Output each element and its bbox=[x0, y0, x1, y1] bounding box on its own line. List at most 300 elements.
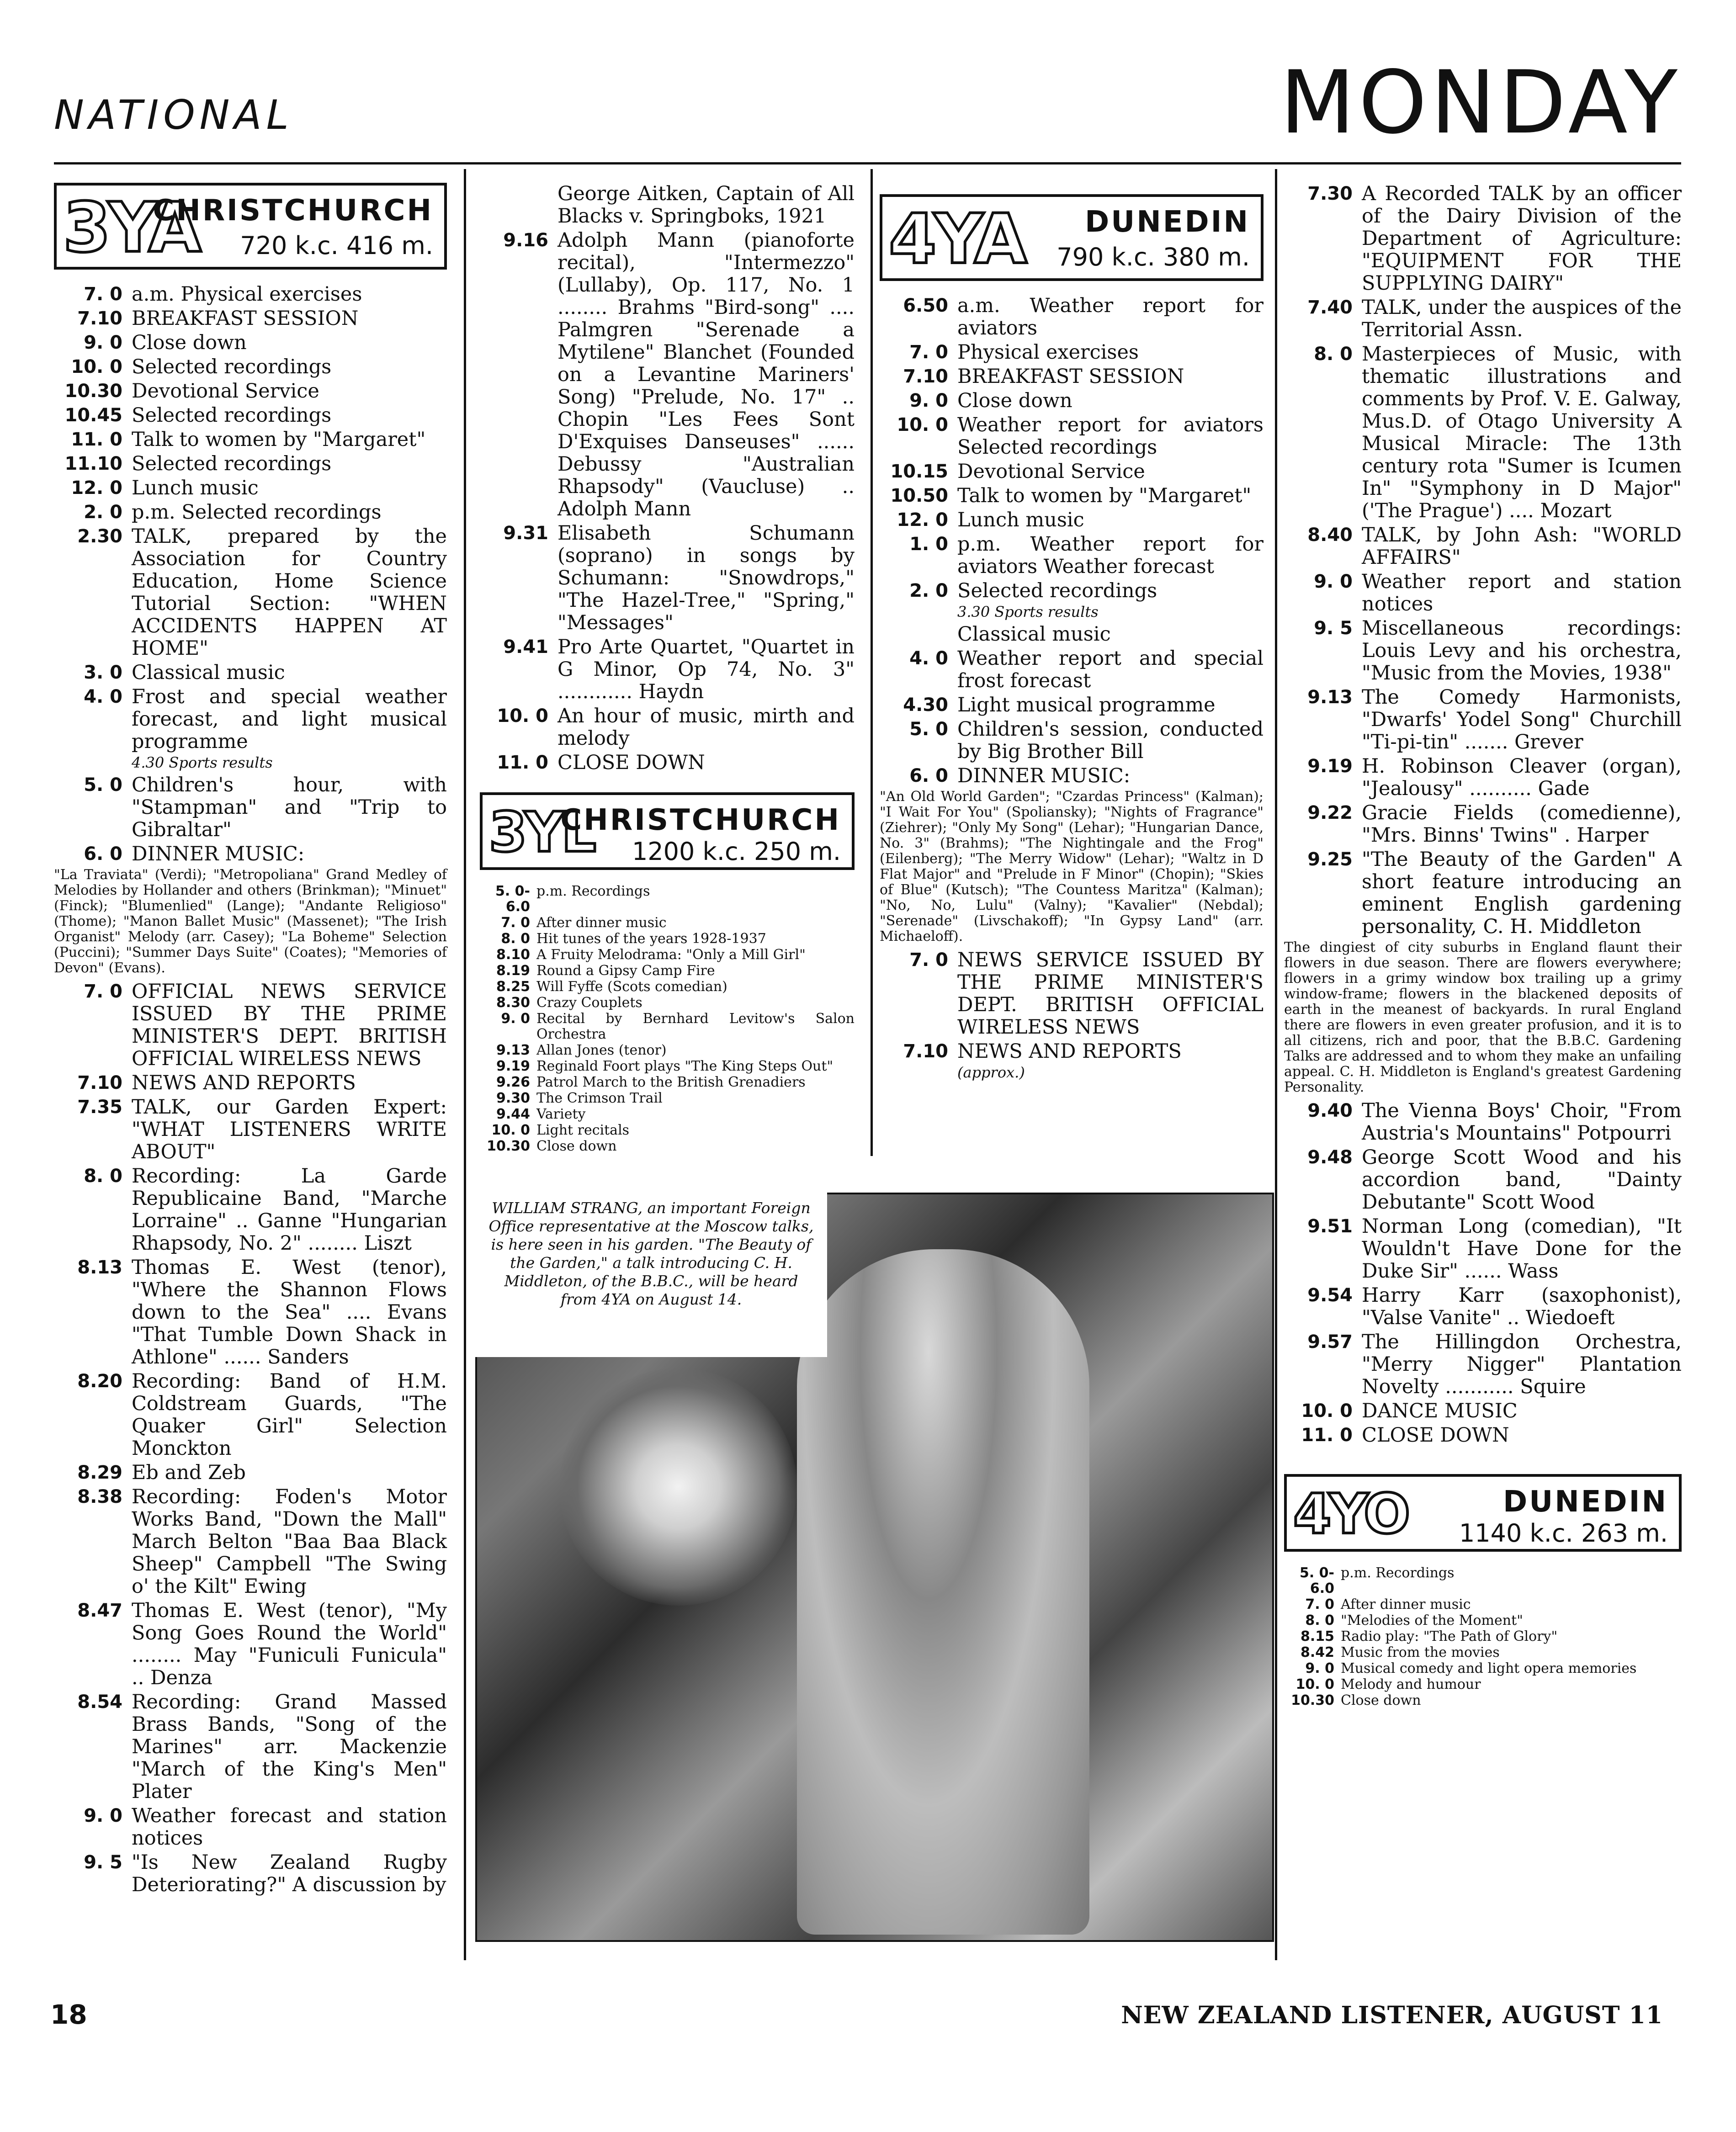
programme-description: Selected recordings bbox=[132, 355, 332, 378]
programme-description: CLOSE DOWN bbox=[557, 751, 705, 774]
programme-time: 9.16 bbox=[503, 230, 548, 251]
programme-item bbox=[54, 774, 447, 841]
programme-time: 10.30 bbox=[487, 1138, 530, 1154]
programme-description: Light musical programme bbox=[957, 694, 1216, 716]
programme-item bbox=[1284, 1331, 1682, 1398]
programme-item bbox=[54, 1462, 447, 1484]
programme-item bbox=[1284, 1284, 1682, 1329]
programme-item bbox=[54, 380, 447, 403]
programme-description: Close down bbox=[132, 331, 247, 354]
column-2 bbox=[480, 183, 855, 1155]
programme-description: Radio play: "The Path of Glory" bbox=[1341, 1628, 1558, 1644]
programme-item bbox=[1284, 1661, 1682, 1676]
programme-description: Norman Long (comedian), "It Wouldn't Have Done for the Duke Sir" ...... Wass bbox=[1362, 1215, 1682, 1283]
day-heading: MONDAY bbox=[1280, 52, 1681, 153]
programme-time: 6. 0 bbox=[909, 765, 948, 786]
programme-time: 5. 0 bbox=[84, 774, 122, 796]
programme-item bbox=[1284, 802, 1682, 847]
programme-time: 8. 0 bbox=[84, 1166, 122, 1187]
programme-time: 2. 0 bbox=[84, 502, 122, 523]
programme-item bbox=[1284, 524, 1682, 569]
programme-item bbox=[480, 1123, 855, 1138]
programme-description: DINNER MUSIC: bbox=[957, 764, 1131, 787]
programme-time: 8.40 bbox=[1307, 525, 1353, 546]
programme-subnote: (approx.) bbox=[957, 1064, 1025, 1081]
programme-time: 8.54 bbox=[77, 1692, 122, 1713]
programme-item bbox=[54, 1096, 447, 1163]
programme-time: 7. 0 bbox=[501, 915, 530, 931]
programme-description: George Scott Wood and his accordion band, "Dainty Debutante" Scott Wood bbox=[1362, 1146, 1682, 1214]
programme-item bbox=[54, 1691, 447, 1803]
programme-time: 9.30 bbox=[496, 1090, 530, 1106]
programme-description: Weather report and special frost forecast bbox=[957, 647, 1264, 692]
programme-description: The Crimson Trail bbox=[536, 1090, 663, 1106]
programme-time: 12. 0 bbox=[897, 509, 948, 530]
programme-description: Weather forecast and station notices bbox=[132, 1804, 447, 1850]
programme-time: 7. 0 bbox=[1305, 1596, 1334, 1612]
programme-item bbox=[880, 623, 1264, 646]
programme-description: p.m. Selected recordings bbox=[132, 501, 382, 524]
programme-time: 9. 5 bbox=[84, 1852, 122, 1873]
programme-time: 9. 0 bbox=[909, 390, 948, 411]
programme-description: OFFICIAL NEWS SERVICE ISSUED BY THE PRIME MINISTER'S DEPT. BRITISH OFFICIAL WIRELESS NEWS bbox=[132, 980, 447, 1070]
programme-time: 4.30 bbox=[903, 695, 948, 716]
station-logo: 3YL bbox=[489, 801, 594, 864]
programme-time: 9.44 bbox=[496, 1106, 530, 1122]
programme-time: 8. 0 bbox=[501, 931, 530, 947]
programme-item bbox=[1284, 571, 1682, 615]
programme-time: 1. 0 bbox=[909, 534, 948, 555]
programme-time: 9.13 bbox=[1307, 687, 1353, 708]
programme-item bbox=[480, 1107, 855, 1122]
programme-time: 7.35 bbox=[77, 1097, 122, 1118]
programme-item bbox=[480, 636, 855, 703]
programme-description: Classical music bbox=[132, 661, 285, 684]
column-4ya bbox=[880, 194, 1264, 1084]
programme-time: 9.51 bbox=[1307, 1216, 1353, 1237]
programme-item bbox=[54, 501, 447, 524]
programme-item bbox=[480, 705, 855, 750]
programme-item bbox=[1284, 343, 1682, 522]
station-frequency: 790 k.c. 380 m. bbox=[1056, 243, 1250, 271]
programme-time: 4. 0 bbox=[84, 686, 122, 707]
column-divider bbox=[1275, 169, 1277, 1960]
programme-description: Reginald Foort plays "The King Steps Out" bbox=[536, 1058, 833, 1074]
programme-time: 9.41 bbox=[503, 636, 548, 658]
programme-description: Close down bbox=[957, 389, 1072, 412]
programme-item bbox=[880, 366, 1264, 388]
programme-note: "La Traviata" (Verdi); "Metropoliana" Grand Medley of Melodies by Hollander and others (Brinkman); "Minuet" (Finck); "Blumenlied" (Lange); "Andante Religioso" (Thome); "Manon Ballet Music" (Massenet); "The Irish Organist" Melody (arr. Casey); "La Boheme" Selection (Puccini); "Summer Days Suite" (Coates); "Memories of Devon" (Evans). bbox=[54, 867, 447, 976]
programme-item bbox=[54, 843, 447, 865]
programme-description: Weather report and station notices bbox=[1362, 570, 1682, 615]
programme-item bbox=[1284, 297, 1682, 341]
programme-description: Miscellaneous recordings: Louis Levy and his orchestra, "Music from the Movies, 1938" bbox=[1362, 617, 1682, 684]
programme-item bbox=[54, 1805, 447, 1850]
programme-time: 8.38 bbox=[77, 1486, 122, 1507]
programme-description: Melody and humour bbox=[1341, 1676, 1481, 1692]
programme-item bbox=[880, 509, 1264, 531]
programme-item bbox=[54, 1486, 447, 1598]
programme-description: "Is New Zealand Rugby Deteriorating?" A discussion by bbox=[132, 1851, 447, 1896]
programme-time: 7.30 bbox=[1307, 183, 1353, 204]
programme-time: 8.13 bbox=[77, 1257, 122, 1278]
programme-time: 9.48 bbox=[1307, 1147, 1353, 1168]
programme-description: Lunch music bbox=[957, 509, 1084, 531]
programme-subnote: 4.30 Sports results bbox=[132, 754, 273, 771]
programme-description: Crazy Couplets bbox=[536, 995, 642, 1011]
station-city: CHRISTCHURCH bbox=[153, 194, 433, 228]
column-divider bbox=[871, 169, 873, 1156]
programme-description: p.m. Recordings bbox=[1341, 1565, 1455, 1581]
programme-time: 2. 0 bbox=[909, 580, 948, 601]
programme-item bbox=[54, 1600, 447, 1689]
programme-time: 10. 0 bbox=[1301, 1400, 1353, 1421]
programme-description: Close down bbox=[536, 1138, 617, 1154]
programme-item bbox=[480, 1075, 855, 1090]
station-frequency: 720 k.c. 416 m. bbox=[240, 231, 433, 260]
station-logo: 4YO bbox=[1293, 1483, 1408, 1546]
programme-description: Talk to women by "Margaret" bbox=[132, 428, 426, 451]
programme-description: Eb and Zeb bbox=[132, 1461, 246, 1484]
photo-flowers bbox=[559, 1368, 797, 1606]
programme-time: 3. 0 bbox=[84, 662, 122, 683]
programme-list-4ya-continued bbox=[1284, 183, 1682, 1447]
programme-item bbox=[480, 752, 855, 774]
programme-time: 7.10 bbox=[903, 1041, 948, 1062]
programme-description: Thomas E. West (tenor), "My Song Goes Round the World" ........ May "Funiculi Funicula" .. Denza bbox=[132, 1599, 447, 1689]
programme-item bbox=[880, 694, 1264, 716]
programme-description: Frost and special weather forecast, and light musical programme bbox=[132, 685, 447, 753]
programme-item bbox=[880, 580, 1264, 602]
programme-item bbox=[880, 765, 1264, 787]
programme-time: 12. 0 bbox=[71, 477, 122, 499]
programme-description: p.m. Weather report for aviators Weather forecast bbox=[957, 533, 1264, 578]
programme-item bbox=[880, 718, 1264, 763]
programme-time: 9.25 bbox=[1307, 849, 1353, 870]
programme-time: 8. 0 bbox=[1305, 1612, 1334, 1628]
programme-time: 11. 0 bbox=[71, 429, 122, 450]
programme-description: A Fruity Melodrama: "Only a Mill Girl" bbox=[536, 947, 806, 963]
programme-time: 11. 0 bbox=[1301, 1425, 1353, 1446]
programme-time: 8.29 bbox=[77, 1462, 122, 1483]
programme-item bbox=[480, 931, 855, 947]
programme-time: 9.57 bbox=[1307, 1331, 1353, 1352]
programme-time: 6.50 bbox=[903, 295, 948, 316]
programme-description: Weather report for aviators Selected recordings bbox=[957, 414, 1264, 459]
programme-description: The Comedy Harmonists, "Dwarfs' Yodel Song" Churchill "Ti-pi-tin" ....... Grever bbox=[1362, 686, 1682, 753]
programme-time: 9. 0 bbox=[84, 1805, 122, 1826]
programme-item bbox=[880, 390, 1264, 412]
programme-item bbox=[880, 341, 1264, 364]
programme-description: Devotional Service bbox=[957, 460, 1145, 483]
programme-description: Talk to women by "Margaret" bbox=[957, 484, 1252, 507]
programme-item bbox=[1284, 849, 1682, 938]
programme-description: CLOSE DOWN bbox=[1362, 1424, 1509, 1447]
programme-time: 10. 0 bbox=[897, 414, 948, 435]
programme-description: The Hillingdon Orchestra, "Merry Nigger" Plantation Novelty ........... Squire bbox=[1362, 1331, 1682, 1398]
programme-time bbox=[880, 623, 957, 646]
programme-time: 9.13 bbox=[496, 1042, 530, 1058]
programme-subnote: 3.30 Sports results bbox=[957, 603, 1099, 621]
programme-item bbox=[54, 1072, 447, 1094]
programme-description: Round a Gipsy Camp Fire bbox=[536, 963, 715, 979]
programme-description: Close down bbox=[1341, 1692, 1421, 1708]
programme-item bbox=[880, 949, 1264, 1039]
programme-item bbox=[1284, 1645, 1682, 1660]
programme-time: 10.30 bbox=[64, 381, 122, 402]
programme-item bbox=[480, 1059, 855, 1074]
station-frequency: 1200 k.c. 250 m. bbox=[632, 837, 841, 866]
programme-item bbox=[54, 1370, 447, 1460]
programme-description: Recording: La Garde Republicaine Band, "Marche Lorraine" .. Ganne "Hungarian Rhapsody, No. 2" ........ Liszt bbox=[132, 1165, 447, 1255]
programme-description: After dinner music bbox=[536, 915, 667, 931]
programme-description: Musical comedy and light opera memories bbox=[1341, 1660, 1637, 1676]
column-divider bbox=[464, 169, 466, 1960]
programme-time bbox=[480, 183, 557, 228]
header-rule bbox=[54, 162, 1681, 164]
programme-time: 9. 5 bbox=[1314, 618, 1353, 639]
programme-description: Children's session, conducted by Big Brother Bill bbox=[957, 718, 1264, 763]
footer-masthead: NEW ZEALAND LISTENER, AUGUST 11 bbox=[1121, 2001, 1663, 2029]
programme-item bbox=[1284, 686, 1682, 753]
programme-item bbox=[1284, 1146, 1682, 1214]
programme-item bbox=[54, 1257, 447, 1368]
programme-description: Lunch music bbox=[132, 477, 259, 499]
programme-time: 5. 0 bbox=[909, 719, 948, 740]
programme-time: 9. 0 bbox=[1305, 1660, 1334, 1676]
programme-note: "An Old World Garden"; "Czardas Princess" (Kalman); "I Wait For You" (Spoliansky); "Nights of Fragrance" (Ziehrer); "Only My Song" (Lehar); "Hungarian Dance, No. 3" (Brahms); "The Nightingale and the Frog" (Eilenberg); "The Merry Widow" (Lehar); "Waltz in D Flat Major" and "Prelude in F Minor" (Chopin); "Skies of Blue" (Kutsch); "The Countess Maritza" (Kalman); "No, No, Lulu" (Valny); "Kavalier" (Nebdal); "Serenade" (Livschakoff); "In Gypsy Land" (arr. Michaeloff). bbox=[880, 789, 1264, 944]
programme-time: 6. 0 bbox=[84, 843, 122, 864]
programme-item bbox=[880, 1040, 1264, 1063]
programme-item bbox=[1284, 1100, 1682, 1145]
programme-item bbox=[480, 183, 855, 228]
column-4 bbox=[1284, 183, 1682, 1709]
programme-description: Selected recordings bbox=[132, 404, 332, 427]
programme-item bbox=[480, 1011, 855, 1042]
programme-description: Patrol March to the British Grenadiers bbox=[536, 1074, 806, 1090]
programme-description: DINNER MUSIC: bbox=[132, 843, 305, 865]
programme-time: 7.10 bbox=[77, 1072, 122, 1093]
programme-item bbox=[54, 525, 447, 660]
programme-description: Gracie Fields (comedienne), "Mrs. Binns' Twins" . Harper bbox=[1362, 801, 1682, 847]
programme-description: NEWS SERVICE ISSUED BY THE PRIME MINISTER'S DEPT. BRITISH OFFICIAL WIRELESS NEWS bbox=[957, 949, 1264, 1039]
programme-description: Elisabeth Schumann (soprano) in songs by Schumann: "Snowdrops," "The Hazel-Tree," "Spring," "Messages" bbox=[557, 522, 855, 634]
programme-note: The dingiest of city suburbs in England flaunt their flowers in due season. There are flowers everywhere; flowers in a grimy window box trailing up a grimy window-frame; flowers in the blackened deposits of earth in the meanest of backyards. In rural England there are flowers in even greater profusion, and it is to all citizens, rich and poor, that the B.B.C. Gardening Talks are addressed and to whom they make an unfailing appeal. C. H. Middleton is England's greatest Gardening Personality. bbox=[1284, 939, 1682, 1095]
programme-item bbox=[880, 533, 1264, 578]
programme-description: George Aitken, Captain of All Blacks v. Springboks, 1921 bbox=[557, 182, 855, 228]
programme-time: 9.19 bbox=[1307, 756, 1353, 777]
programme-description: "Melodies of the Moment" bbox=[1341, 1612, 1523, 1628]
programme-item bbox=[480, 947, 855, 963]
programme-description: Music from the movies bbox=[1341, 1644, 1500, 1660]
photo-caption: WILLIAM STRANG, an important Foreign Office representative at the Moscow talks, is here seen in his garden. "The Beauty of the Garden," a talk introducing C. H. Middleton, of the B.B.C., will be heard from 4YA on August 14. bbox=[475, 1193, 827, 1357]
programme-description: Recital by Bernhard Levitow's Salon Orchestra bbox=[536, 1011, 855, 1042]
programme-time: 9. 0 bbox=[1314, 571, 1353, 592]
programme-item bbox=[480, 1091, 855, 1106]
page-number: 18 bbox=[50, 1999, 87, 2030]
programme-time: 8.20 bbox=[77, 1371, 122, 1392]
programme-item bbox=[54, 308, 447, 330]
programme-item bbox=[54, 356, 447, 378]
programme-item bbox=[480, 522, 855, 634]
programme-list-3yl bbox=[480, 884, 855, 1154]
station-city: DUNEDIN bbox=[1503, 1485, 1668, 1519]
programme-description: Masterpieces of Music, with thematic illustrations and comments by Prof. V. E. Galway, Mus.D. of Otago University A Musical Miracle: The 13th century rota "Sumer is Icumen In" "Symphony in D Major" ('The Prague') .... Mozart bbox=[1362, 343, 1682, 522]
programme-time: 10.30 bbox=[1291, 1692, 1334, 1708]
programme-description: Physical exercises bbox=[957, 341, 1139, 364]
programme-item bbox=[480, 1043, 855, 1058]
programme-description: Children's hour, with "Stampman" and "Trip to Gibraltar" bbox=[132, 774, 447, 841]
programme-list-continued bbox=[480, 183, 855, 774]
programme-description: NEWS AND REPORTS bbox=[132, 1071, 356, 1094]
programme-time: 10. 0 bbox=[71, 356, 122, 377]
programme-time: 10. 0 bbox=[497, 705, 548, 727]
programme-description: NEWS AND REPORTS bbox=[957, 1040, 1182, 1063]
programme-description: Hit tunes of the years 1928-1937 bbox=[536, 931, 766, 947]
programme-description: a.m. Physical exercises bbox=[132, 283, 362, 306]
programme-item bbox=[54, 662, 447, 684]
programme-item bbox=[54, 1851, 447, 1896]
programme-description: p.m. Recordings bbox=[536, 883, 650, 899]
programme-item bbox=[1284, 1400, 1682, 1422]
programme-item bbox=[880, 647, 1264, 692]
programme-description: a.m. Weather report for aviators bbox=[957, 294, 1264, 339]
programme-item bbox=[54, 686, 447, 753]
programme-time: 10.15 bbox=[890, 461, 948, 482]
programme-item bbox=[1284, 1677, 1682, 1692]
programme-description: Recording: Grand Massed Brass Bands, "Song of the Marines" arr. Mackenzie "March of the King's Men" Plater bbox=[132, 1691, 447, 1803]
programme-description: Pro Arte Quartet, "Quartet in G Minor, Op 74, No. 3" ............ Haydn bbox=[557, 636, 855, 703]
programme-time: 11. 0 bbox=[497, 752, 548, 773]
programme-time: 7. 0 bbox=[84, 284, 122, 305]
programme-time: 5. 0-6.0 bbox=[495, 883, 530, 915]
programme-item bbox=[480, 1139, 855, 1154]
programme-time: 10.50 bbox=[890, 485, 948, 506]
programme-description: Selected recordings bbox=[957, 579, 1157, 602]
station-box-3ya bbox=[54, 183, 447, 270]
programme-description: Light recitals bbox=[536, 1122, 630, 1138]
programme-list-4ya bbox=[880, 295, 1264, 1080]
programme-description: DANCE MUSIC bbox=[1362, 1400, 1518, 1422]
station-logo: 4YA bbox=[889, 200, 1025, 279]
programme-item bbox=[54, 453, 447, 475]
programme-time: 9.22 bbox=[1307, 802, 1353, 823]
programme-item bbox=[480, 979, 855, 995]
programme-list-4yo bbox=[1284, 1565, 1682, 1708]
programme-time: 4. 0 bbox=[909, 648, 948, 669]
station-city: CHRISTCHURCH bbox=[560, 803, 841, 837]
programme-time: 8.25 bbox=[496, 979, 530, 995]
programme-time: 10. 0 bbox=[491, 1122, 530, 1138]
programme-item bbox=[1284, 1424, 1682, 1447]
station-box-4yo bbox=[1284, 1474, 1682, 1552]
programme-description: TALK, by John Ash: "WORLD AFFAIRS" bbox=[1362, 524, 1682, 569]
programme-item bbox=[1284, 617, 1682, 684]
programme-item bbox=[54, 283, 447, 306]
programme-description: A Recorded TALK by an officer of the Dairy Division of the Department of Agriculture: "EQUIPMENT FOR THE SUPPLYING DAIRY" bbox=[1362, 182, 1682, 295]
programme-item bbox=[1284, 755, 1682, 800]
programme-time: 7. 0 bbox=[909, 949, 948, 971]
programme-time: 8.19 bbox=[496, 963, 530, 979]
programme-item bbox=[54, 1165, 447, 1255]
programme-description: Allan Jones (tenor) bbox=[536, 1042, 667, 1058]
programme-description: Thomas E. West (tenor), "Where the Shannon Flows down to the Sea" .... Evans "That Tumble Down Shack in Athlone" ...... Sanders bbox=[132, 1256, 447, 1368]
programme-time: 9.19 bbox=[496, 1058, 530, 1074]
programme-description: Variety bbox=[536, 1106, 586, 1122]
programme-time: 11.10 bbox=[64, 453, 122, 474]
programme-time: 7. 0 bbox=[84, 981, 122, 1002]
programme-description: The Vienna Boys' Choir, "From Austria's Mountains" Potpourri bbox=[1362, 1099, 1682, 1145]
station-logo: 3YA bbox=[63, 188, 199, 268]
programme-description: BREAKFAST SESSION bbox=[132, 307, 359, 330]
programme-item bbox=[1284, 1597, 1682, 1612]
programme-item bbox=[54, 477, 447, 499]
programme-time: 10. 0 bbox=[1295, 1676, 1334, 1692]
programme-item bbox=[880, 414, 1264, 459]
programme-time: 7.10 bbox=[77, 308, 122, 329]
programme-item bbox=[880, 295, 1264, 339]
programme-description: After dinner music bbox=[1341, 1596, 1471, 1612]
programme-time: 7. 0 bbox=[909, 342, 948, 363]
programme-description: TALK, under the auspices of the Territorial Assn. bbox=[1362, 296, 1682, 341]
programme-item bbox=[880, 461, 1264, 483]
programme-time: 9.26 bbox=[496, 1074, 530, 1090]
programme-item bbox=[1284, 1215, 1682, 1283]
programme-time: 10.45 bbox=[64, 405, 122, 426]
programme-description: Devotional Service bbox=[132, 380, 319, 403]
programme-description: TALK, prepared by the Association for Country Education, Home Science Tutorial Section: "WHEN ACCIDENTS HAPPEN AT HOME" bbox=[132, 525, 447, 660]
programme-item bbox=[480, 995, 855, 1011]
programme-description: H. Robinson Cleaver (organ), "Jealousy" .......... Gade bbox=[1362, 755, 1682, 800]
station-box-3yl bbox=[480, 792, 855, 870]
photo-figure bbox=[797, 1249, 1089, 1935]
programme-item bbox=[1284, 1565, 1682, 1596]
programme-time: 8.42 bbox=[1300, 1644, 1334, 1660]
programme-time: 9.54 bbox=[1307, 1285, 1353, 1306]
programme-time: 7.40 bbox=[1307, 297, 1353, 318]
programme-description: Recording: Band of H.M. Coldstream Guards, "The Quaker Girl" Selection Monckton bbox=[132, 1370, 447, 1460]
programme-item bbox=[1284, 1693, 1682, 1708]
programme-item bbox=[1284, 1613, 1682, 1628]
programme-time: 9. 0 bbox=[501, 1011, 530, 1027]
programme-description: Harry Karr (saxophonist), "Valse Vanite" .. Wiedoeft bbox=[1362, 1284, 1682, 1329]
programme-item bbox=[54, 404, 447, 427]
programme-description: Classical music bbox=[957, 623, 1111, 646]
programme-item bbox=[480, 884, 855, 915]
programme-item bbox=[54, 429, 447, 451]
programme-item bbox=[480, 229, 855, 520]
programme-time: 9. 0 bbox=[84, 332, 122, 353]
programme-time: 7.10 bbox=[903, 366, 948, 387]
station-frequency: 1140 k.c. 263 m. bbox=[1459, 1519, 1668, 1548]
programme-description: "The Beauty of the Garden" A short feature introducing an eminent English gardening personality, C. H. Middleton bbox=[1362, 848, 1682, 938]
programme-item bbox=[880, 485, 1264, 507]
programme-description: Will Fyffe (Scots comedian) bbox=[536, 979, 727, 995]
programme-time: 8.10 bbox=[496, 947, 530, 963]
column-3ya bbox=[54, 183, 447, 1898]
programme-item bbox=[480, 963, 855, 979]
programme-time: 8. 0 bbox=[1314, 344, 1353, 365]
programme-description: Adolph Mann (pianoforte recital), "Intermezzo" (Lullaby), Op. 117, No. 1 ........ Brahms "Bird-song" .... Palmgren "Serenade a Mytilene" Blanchet (Founded on a Levantine Mariners' Song) "Prelude, No. 17" .. Chopin "Les Fees Sont D'Exquises Danseuses" ...... Debussy "Australian Rhapsody" (Vaucluse) .. Adolph Mann bbox=[557, 229, 855, 520]
programme-item bbox=[1284, 183, 1682, 295]
programme-time: 9.40 bbox=[1307, 1100, 1353, 1121]
programme-time: 8.30 bbox=[496, 995, 530, 1011]
programme-description: BREAKFAST SESSION bbox=[957, 365, 1184, 388]
programme-time: 5. 0-6.0 bbox=[1299, 1565, 1334, 1596]
programme-description: Selected recordings bbox=[132, 452, 332, 475]
programme-time: 2.30 bbox=[77, 526, 122, 547]
programme-description: Recording: Foden's Motor Works Band, "Down the Mall" March Belton "Baa Baa Black Sheep" Campbell "The Swing o' the Kilt" Ewing bbox=[132, 1485, 447, 1598]
